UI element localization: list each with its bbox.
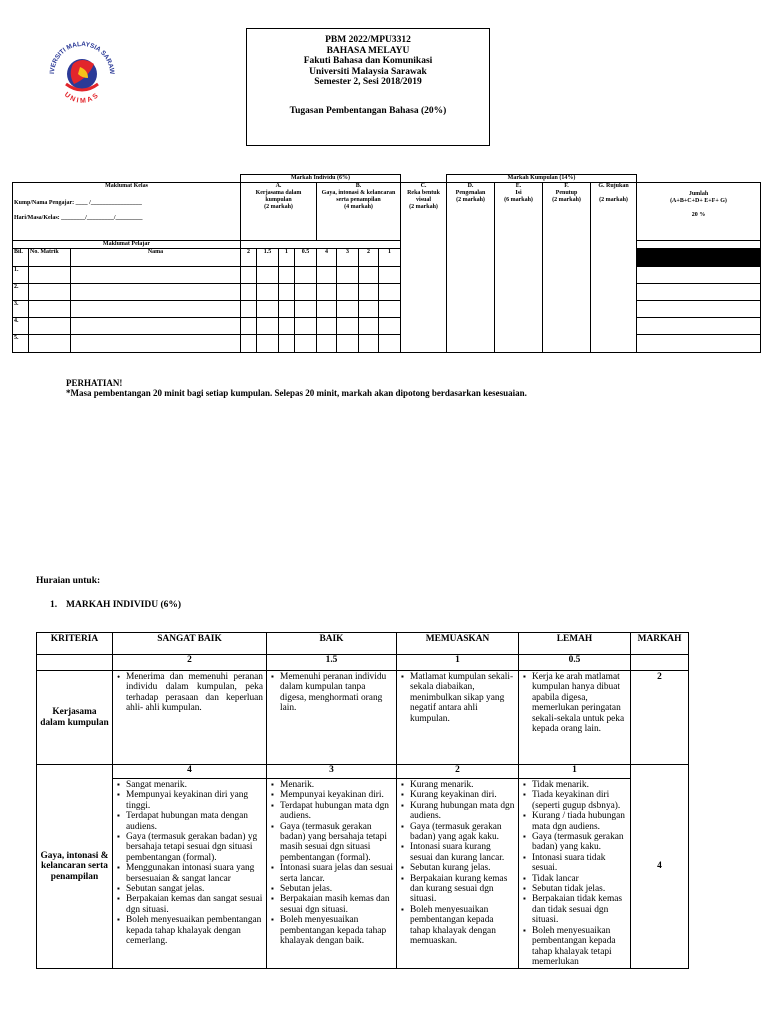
score-label: 2 [113,655,267,671]
day-time-class-field[interactable]: Hari/Masa/Kelas: ________/_________/_________ [14,215,143,221]
logo-text-bottom: UNIMAS [62,91,102,105]
list-item: ▪ Boleh menyesuaikan pembentangan kepada tahap khalayak dengan memuaskan. [410,905,515,947]
col-a-header: A. Kerjasama dalam kumpulan (2 markah) [241,183,317,241]
criteria-kerjasama: Kerjasama dalam kumpulan [37,671,113,765]
col-d-header: D. Pengenalan (2 markah) [447,183,495,353]
list-item: ▪ Kerja ke arah matlamat kumpulan hanya dibuat apabila digesa, memerlukan peringatan sekali-sekala untuk peka kepada orang lain. [532,672,627,734]
list-item: ▪ Gaya (termasuk gerakan badan) yang bersahaja tetapi masih sesuai dgn situasi pembentangan (formal). [280,822,393,864]
col-e-header: E. Isi (6 markah) [495,183,543,353]
score-cell[interactable] [257,301,279,318]
individual-marks-header: Markah Individu (6%) [241,175,401,183]
group-lecturer-field[interactable]: Kump/Nama Pengajar: ____ /_________________ [14,200,142,206]
score-cell[interactable] [295,267,317,284]
score-cell[interactable] [359,318,379,335]
list-item: ▪ Tidak lancar [532,874,627,884]
task-title: Tugasan Pembentangan Bahasa (20%) [289,105,447,116]
semester: Semester 2, Sesi 2018/2019 [314,77,422,87]
row2-markah: 4 [631,765,689,969]
criteria-gaya: Gaya, intonasi & kelancaran serta penampilan [37,765,113,969]
a-score-0-5: 0.5 [295,249,317,267]
list-item: ▪ Kurang hubungan mata dgn audiens. [410,801,515,822]
score-cell[interactable] [241,335,257,353]
score-cell[interactable] [257,284,279,301]
list-item: ▪ Kurang / tiada hubungan mata dgn audiens. [532,811,627,832]
total-cell[interactable] [637,301,761,318]
score-cell[interactable] [359,335,379,353]
name-cell[interactable] [71,267,241,284]
huraian-heading: Huraian untuk: [36,576,101,586]
list-item: ▪ Berpakaian kurang kemas dan kurang sesuai dgn situasi. [410,874,515,905]
unimas-logo-svg [44,34,120,110]
score-cell[interactable] [257,267,279,284]
b-score-2: 2 [359,249,379,267]
spacer-cell [241,241,401,249]
list-item: ▪ Mempunyai keyakinan diri yang tinggi. [126,790,263,811]
name-cell[interactable] [71,335,241,353]
course-code: PBM 2022/MPU3312 [325,35,411,45]
a-score-1-5: 1.5 [257,249,279,267]
name-cell[interactable] [71,284,241,301]
total-cell[interactable] [637,335,761,353]
score-cell[interactable] [337,284,359,301]
a-score-2: 2 [241,249,257,267]
unimas-logo [44,34,120,110]
score-cell[interactable] [337,267,359,284]
score-cell[interactable] [317,335,337,353]
score-label: 4 [113,765,267,779]
total-cell[interactable] [637,267,761,284]
list-item: ▪ Kurang keyakinan diri. [410,790,515,800]
score-cell[interactable] [379,335,401,353]
nama-header: Nama [71,249,241,267]
list-item: ▪ Sebutan jelas. [280,884,393,894]
score-cell[interactable] [359,267,379,284]
b-score-1: 1 [379,249,401,267]
table-row [13,267,761,284]
score-cell[interactable] [279,318,295,335]
score-cell[interactable] [317,301,337,318]
row-number: 5. [13,335,29,353]
score-cell[interactable] [337,301,359,318]
row-number: 4. [13,318,29,335]
score-cell[interactable] [241,267,257,284]
marks-table [12,174,761,353]
score-cell[interactable] [379,284,401,301]
rubric-header-sangat-baik: SANGAT BAIK [113,633,267,655]
matrik-cell[interactable] [29,284,71,301]
table-row [13,318,761,335]
list-item: ▪ Kurang menarik. [410,780,515,790]
b-score-3: 3 [337,249,359,267]
list-item: ▪ Gaya (termasuk gerakan badan) yang kaku. [532,832,627,853]
list-item: ▪ Menarik. [280,780,393,790]
course-subject: BAHASA MELAYU [326,45,410,56]
class-info-cell [13,183,241,241]
score-cell[interactable] [279,267,295,284]
list-item: ▪ Terdapat hubungan mata dgn audiens. [280,801,393,822]
rubric-header-memuaskan: MEMUASKAN [397,633,519,655]
section-heading [50,600,181,610]
score-cell[interactable] [295,284,317,301]
lemah-list [522,780,627,967]
score-label: 2 [397,765,519,779]
col-g-header: G. Rujukan (2 markah) [591,183,637,353]
list-item: ▪ Boleh menyesuaikan pembentangan kepada tahap khalayak dengan baik. [280,915,393,946]
list-item: ▪ Gaya (termasuk gerakan badan) yang agak kaku. [410,822,515,843]
bil-header: Bil. [13,249,29,267]
list-item: ▪ Intonasi suara tidak sesuai. [532,853,627,874]
row1-lemah [519,671,631,765]
list-item: ▪ Sangat menarik. [126,780,263,790]
empty-cell [631,655,689,671]
row-number: 2. [13,284,29,301]
row1-baik [267,671,397,765]
baik-list [270,780,393,947]
list-item: ▪ Tidak menarik. [532,780,627,790]
score-cell[interactable] [317,318,337,335]
row1-sangat-baik [113,671,267,765]
memuaskan-list [400,780,515,947]
score-label: 1 [397,655,519,671]
score-cell[interactable] [337,335,359,353]
class-info-title: Maklumat Kelas [105,183,148,189]
row2-sangat-baik [113,779,267,969]
score-cell[interactable] [379,318,401,335]
list-item: ▪ Menggunakan intonasi suara yang bersesuaian & sangat lancar [126,863,263,884]
list-item: ▪ Mempunyai keyakinan diri. [280,790,393,800]
section-number: 1. [50,600,58,610]
matrik-cell[interactable] [29,301,71,318]
score-cell[interactable] [295,318,317,335]
row1-memuaskan [397,671,519,765]
score-cell[interactable] [257,318,279,335]
row-number: 1. [13,267,29,284]
rubric-header-kriteria: KRITERIA [37,633,113,655]
score-cell[interactable] [317,267,337,284]
empty-cell [37,655,113,671]
total-cell[interactable] [637,284,761,301]
score-cell[interactable] [295,301,317,318]
score-label: 3 [267,765,397,779]
row2-lemah [519,779,631,969]
score-cell[interactable] [279,301,295,318]
score-cell[interactable] [241,301,257,318]
notice-title: PERHATIAN! [66,378,123,388]
score-cell[interactable] [337,318,359,335]
rubric-table [36,632,689,969]
table-row [13,301,761,318]
matrik-cell[interactable] [29,318,71,335]
list-item: ▪ Boleh menyesuaikan pembentangan kepada tahap khalayak dengan cemerlang. [126,915,263,946]
notice-text: *Masa pembentangan 20 minit bagi setiap kumpulan. Selepas 20 minit, markah akan dipotong berdasarkan kesesuaian. [66,388,527,398]
rubric-header-markah: MARKAH [631,633,689,655]
row1-markah: 2 [631,671,689,765]
name-cell[interactable] [71,301,241,318]
no-matrik-header: No. Matrik [29,249,71,267]
total-cell[interactable] [637,318,761,335]
score-cell[interactable] [379,267,401,284]
total-blacked-cell [637,249,761,267]
name-cell[interactable] [71,318,241,335]
group-marks-header: Markah Kumpulan (14%) [447,175,637,183]
list-item: ▪ Sebutan sangat jelas. [126,884,263,894]
row2-baik [267,779,397,969]
list-item: ▪ Berpakaian masih kemas dan sesuai dgn situasi. [280,894,393,915]
list-item: ▪ Terdapat hubungan mata dengan audiens. [126,811,263,832]
course-header-box [246,28,490,146]
score-cell[interactable] [279,335,295,353]
list-item: ▪ Gaya (termasuk gerakan badan) yg bersahaja tetapi sesuai dgn situasi pembentangan (formal). [126,832,263,863]
list-item: ▪ Memenuhi peranan individu dalam kumpulan tanpa digesa, menghormati orang lain. [280,672,393,714]
table-row [13,284,761,301]
col-b-header: B. Gaya, intonasi & kelancaran serta penampilan (4 markah) [317,183,401,241]
university-name: Universiti Malaysia Sarawak [309,66,427,77]
total-blank [637,241,761,249]
score-cell[interactable] [317,284,337,301]
col-f-header: F. Penutup (2 markah) [543,183,591,353]
list-item: ▪ Sebutan tidak jelas. [532,884,627,894]
score-cell[interactable] [359,284,379,301]
a-score-1: 1 [279,249,295,267]
score-cell[interactable] [295,335,317,353]
col-c-header: C. Reka bentuk visual (2 markah) [401,183,447,353]
row-number: 3. [13,301,29,318]
matrik-cell[interactable] [29,267,71,284]
list-item: ▪ Sebutan kurang jelas. [410,863,515,873]
logo-text-top: IVERSITI MALAYSIA SARAW [48,40,116,75]
row2-memuaskan [397,779,519,969]
student-info-title: Maklumat Pelajar [13,241,241,249]
section-title: MARKAH INDIVIDU (6%) [66,600,182,610]
rubric-header-baik: BAIK [267,633,397,655]
list-item: ▪ Berpakaian kemas dan sangat sesuai dgn situasi. [126,894,263,915]
col-total-header: Jumlah (A+B+C+D+ E+F+ G) 20 % [637,183,761,241]
b-score-4: 4 [317,249,337,267]
score-cell[interactable] [257,335,279,353]
table-row [13,335,761,353]
notice-block [66,378,527,398]
list-item: ▪ Intonasi suara kurang sesuai dan kurang lancar. [410,842,515,863]
list-item: ▪ Matlamat kumpulan sekali-sekala diabaikan, menimbulkan sikap yang negatif antara ahli kumpulan. [410,672,515,724]
sangat-baik-list [116,780,263,947]
list-item: ▪ Tiada keyakinan diri (seperti gugup dsbnya). [532,790,627,811]
list-item: ▪ Berpakaian tidak kemas dan tidak sesuai dgn situasi. [532,894,627,925]
rubric-header-lemah: LEMAH [519,633,631,655]
score-cell[interactable] [241,318,257,335]
score-label: 1.5 [267,655,397,671]
score-label: 0.5 [519,655,631,671]
list-item: • Menerima dan memenuhi peranan individu dalam kumpulan, peka terhadap perasaan dan keperluan ahli- ahli kumpulan. [126,672,263,714]
faculty-name: Fakuti Bahasa dan Komunikasi [303,56,433,66]
score-cell[interactable] [241,284,257,301]
score-cell[interactable] [279,284,295,301]
score-cell[interactable] [359,301,379,318]
list-item: ▪ Boleh menyesuaikan pembentangan kepada tahap khalayak tetapi memerlukan [532,926,627,968]
matrik-cell[interactable] [29,335,71,353]
score-cell[interactable] [379,301,401,318]
score-label: 1 [519,765,631,779]
list-item: ▪ Intonasi suara jelas dan sesuai serta lancar. [280,863,393,884]
